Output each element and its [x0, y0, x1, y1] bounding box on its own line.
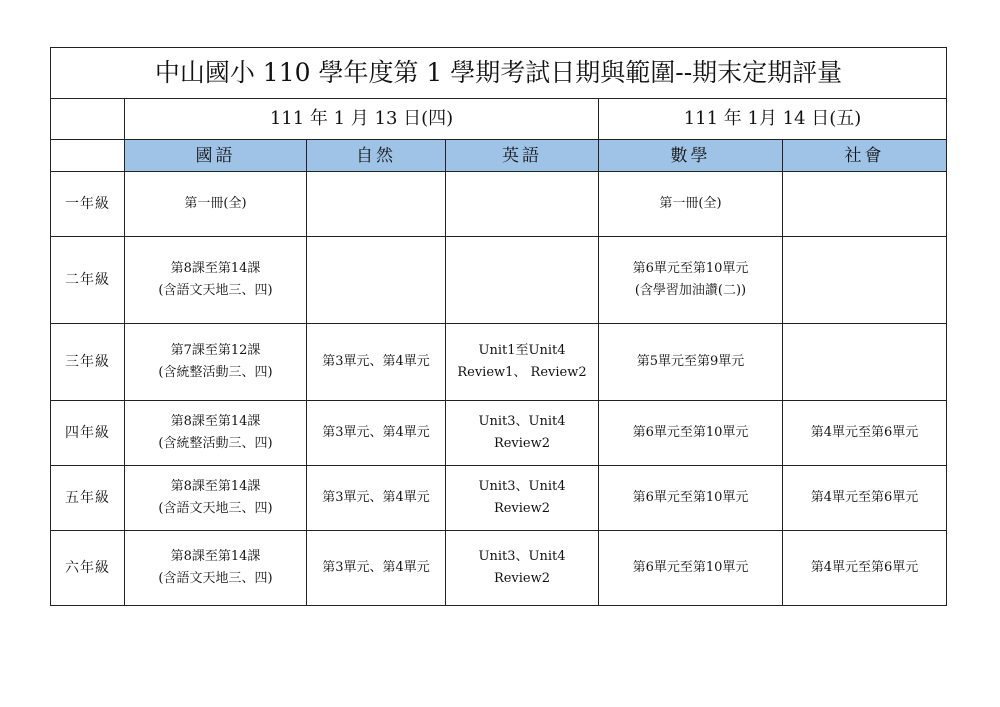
range-line: 第6單元至第10單元 — [632, 490, 749, 505]
social-range-cell — [783, 531, 947, 606]
english-range-cell — [446, 324, 599, 401]
range-line: 第4單元至第6單元 — [810, 425, 919, 440]
math-range-cell — [599, 401, 783, 466]
range-line: 第3單元、第4單元 — [322, 354, 430, 369]
subject-header-english: 英語 — [446, 140, 599, 172]
science-range-cell — [307, 466, 446, 531]
chinese-range-cell — [125, 401, 307, 466]
range-line: 第6單元至第10單元 — [632, 261, 749, 276]
science-range-cell — [307, 324, 446, 401]
range-note: (含語文天地三、四) — [158, 501, 273, 516]
english-range-cell — [446, 531, 599, 606]
range-note: Review1、 Review2 — [457, 365, 587, 380]
range-line: 第6單元至第10單元 — [632, 560, 749, 575]
grade-label: 四年級 — [51, 401, 125, 466]
table-row — [51, 466, 947, 531]
english-range-cell — [446, 172, 599, 237]
range-line: Unit1至Unit4 — [478, 343, 566, 358]
page-title: 中山國小 110 學年度第 1 學期考試日期與範圍--期末定期評量 — [51, 48, 947, 99]
social-range-cell — [783, 466, 947, 531]
chinese-range-cell — [125, 172, 307, 237]
chinese-range-cell — [125, 324, 307, 401]
social-range-cell — [783, 172, 947, 237]
subject-header-social: 社會 — [783, 140, 947, 172]
range-line: 第8課至第14課 — [170, 414, 261, 429]
range-line: 第4單元至第6單元 — [810, 490, 919, 505]
range-note: (含統整活動三、四) — [158, 365, 273, 380]
range-note: (含學習加油讚(二)) — [634, 283, 747, 298]
math-range-cell — [599, 172, 783, 237]
social-range-cell — [783, 401, 947, 466]
grade-label: 三年級 — [51, 324, 125, 401]
chinese-range-cell — [125, 237, 307, 324]
range-note: (含統整活動三、四) — [158, 436, 273, 451]
math-range-cell — [599, 531, 783, 606]
range-line: 第8課至第14課 — [170, 479, 261, 494]
range-note: Review2 — [493, 501, 551, 516]
table-row — [51, 401, 947, 466]
chinese-range-cell — [125, 466, 307, 531]
grade-label: 一年級 — [51, 172, 125, 237]
range-line: 第7課至第12課 — [170, 343, 261, 358]
range-line: Unit3、Unit4 — [478, 479, 566, 494]
math-range-cell — [599, 466, 783, 531]
range-note: (含語文天地三、四) — [158, 283, 273, 298]
grade-label: 六年級 — [51, 531, 125, 606]
range-line: 第5單元至第9單元 — [636, 354, 745, 369]
chinese-range-cell — [125, 531, 307, 606]
range-line: Unit3、Unit4 — [478, 414, 566, 429]
range-note: (含語文天地三、四) — [158, 571, 273, 586]
grade-label: 二年級 — [51, 237, 125, 324]
range-line: 第3單元、第4單元 — [322, 490, 430, 505]
math-range-cell — [599, 324, 783, 401]
table-row — [51, 324, 947, 401]
table-row — [51, 237, 947, 324]
corner-cell — [51, 99, 125, 140]
math-range-cell — [599, 237, 783, 324]
range-note: Review2 — [493, 571, 551, 586]
exam-schedule-table — [50, 47, 947, 606]
science-range-cell — [307, 237, 446, 324]
grade-label: 五年級 — [51, 466, 125, 531]
exam-date-day1: 111 年 1 月 13 日(四) — [125, 99, 599, 140]
social-range-cell — [783, 237, 947, 324]
social-range-cell — [783, 324, 947, 401]
range-note: Review2 — [493, 436, 551, 451]
english-range-cell — [446, 401, 599, 466]
english-range-cell — [446, 466, 599, 531]
english-range-cell — [446, 237, 599, 324]
range-line: 第3單元、第4單元 — [322, 425, 430, 440]
range-line: 第8課至第14課 — [170, 261, 261, 276]
science-range-cell — [307, 531, 446, 606]
range-line: 第一冊(全) — [659, 196, 722, 211]
range-line: 第6單元至第10單元 — [632, 425, 749, 440]
range-line: 第3單元、第4單元 — [322, 560, 430, 575]
range-line: 第一冊(全) — [184, 196, 247, 211]
range-line: 第8課至第14課 — [170, 549, 261, 564]
range-line: Unit3、Unit4 — [478, 549, 566, 564]
subject-header-science: 自然 — [307, 140, 446, 172]
science-range-cell — [307, 401, 446, 466]
exam-date-day2: 111 年 1月 14 日(五) — [599, 99, 947, 140]
table-row — [51, 172, 947, 237]
corner-cell — [51, 140, 125, 172]
range-line: 第4單元至第6單元 — [810, 560, 919, 575]
table-row — [51, 531, 947, 606]
subject-header-math: 數學 — [599, 140, 783, 172]
subject-header-chinese: 國語 — [125, 140, 307, 172]
science-range-cell — [307, 172, 446, 237]
